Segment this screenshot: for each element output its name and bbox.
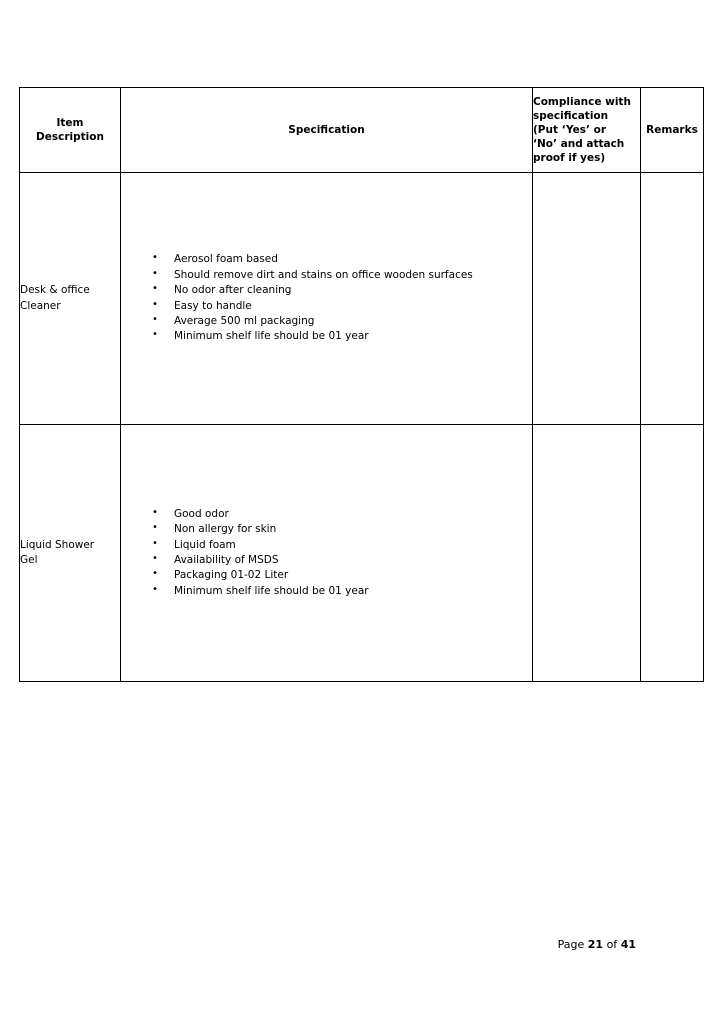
header-compliance [533, 88, 641, 173]
list-item: • No odor after cleaning [152, 283, 532, 298]
header-compliance-line1: Compliance with [533, 95, 631, 108]
list-item: • Minimum shelf life should be 01 year [152, 584, 532, 599]
item-description-line1: Liquid Shower [20, 538, 95, 551]
compliance-cell[interactable] [533, 173, 641, 425]
item-description-cell [20, 425, 121, 682]
remarks-cell[interactable] [641, 425, 704, 682]
list-item: • Packaging 01-02 Liter [152, 568, 532, 583]
specification-list [121, 507, 532, 599]
header-specification: Specification [121, 88, 533, 173]
table-header-row [20, 88, 704, 173]
page-footer [0, 938, 723, 951]
footer-total-pages: 41 [620, 938, 636, 951]
specification-cell [121, 173, 533, 425]
item-description-line1: Desk & office [20, 284, 90, 297]
footer-page-number: 21 [587, 938, 604, 951]
compliance-cell[interactable] [533, 425, 641, 682]
header-item-description-line1: Item [56, 116, 84, 129]
specification-cell [121, 425, 533, 682]
list-item: • Good odor [152, 507, 532, 522]
list-item: • Average 500 ml packaging [152, 314, 532, 329]
list-item: • Liquid foam [152, 538, 532, 553]
header-compliance-line3: (Put ‘Yes’ or [533, 123, 607, 136]
remarks-cell[interactable] [641, 173, 704, 425]
footer-page-label: Page [557, 938, 588, 951]
list-item: • Aerosol foam based [152, 252, 532, 267]
header-compliance-line4: ‘No’ and attach [533, 138, 625, 151]
header-compliance-line2: specification [533, 109, 609, 122]
list-item: • Should remove dirt and stains on office wooden surfaces [152, 268, 532, 283]
list-item: • Availability of MSDS [152, 553, 532, 568]
specification-list [121, 252, 532, 344]
header-item-description [20, 88, 121, 173]
header-item-description-line2: Description [36, 131, 104, 143]
table-row [20, 425, 704, 682]
header-remarks: Remarks [641, 88, 704, 173]
list-item: • Easy to handle [152, 299, 532, 314]
list-item: • Minimum shelf life should be 01 year [152, 329, 532, 344]
footer-of-label: of [603, 938, 621, 951]
specification-table [19, 87, 704, 682]
item-description-cell [20, 173, 121, 425]
list-item: • Non allergy for skin [152, 522, 532, 537]
table-row [20, 173, 704, 425]
item-description-line2: Gel [20, 554, 38, 566]
item-description-line2: Cleaner [20, 299, 61, 312]
header-compliance-line5: proof if yes) [533, 152, 606, 165]
